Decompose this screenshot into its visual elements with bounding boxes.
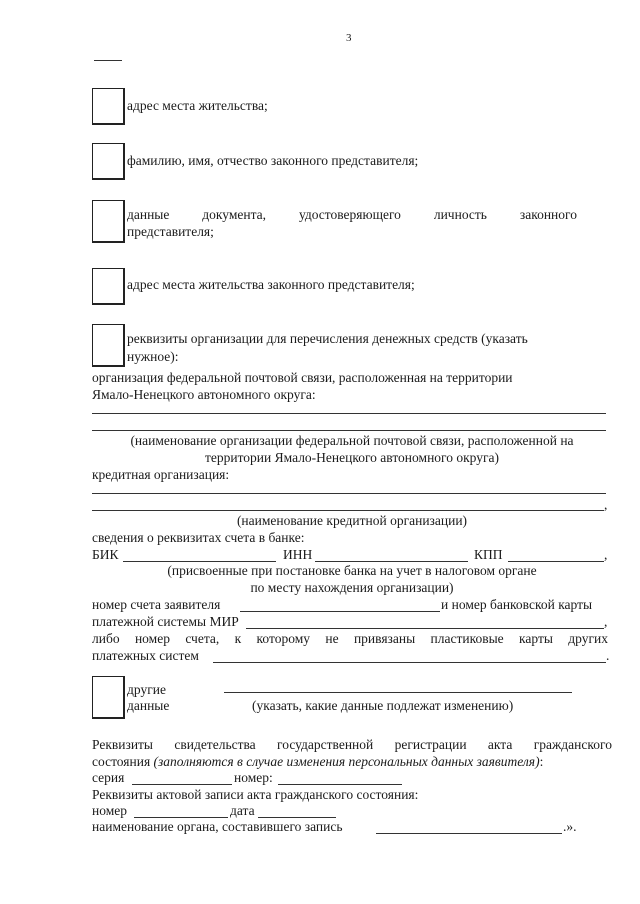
series-label: серия	[92, 770, 125, 785]
checkbox-bank-details-line1: реквизиты организации для перечисления денежных средств (указать	[127, 331, 528, 346]
certificate-number-label: номер:	[234, 770, 273, 785]
postal-blank-1[interactable]	[92, 413, 606, 414]
word: гражданского	[533, 737, 612, 752]
kpp-field[interactable]	[508, 561, 604, 562]
certificate-line2-prefix: состояния	[92, 754, 151, 769]
credit-blank-comma: ,	[604, 497, 608, 512]
page-number: 3	[346, 32, 352, 44]
checkbox-other[interactable]	[92, 676, 125, 719]
postal-line1: организация федеральной почтовой связи, расположенная на территории	[92, 370, 513, 385]
checkbox-rep-address[interactable]	[92, 268, 125, 305]
word: других	[568, 631, 608, 646]
payment-systems-end: .	[606, 648, 610, 663]
account-number-label: номер счета заявителя	[92, 597, 221, 612]
bik-label: БИК	[92, 547, 119, 562]
mir-comma: ,	[604, 614, 608, 629]
bank-note1: (присвоенные при постановке банка на учет в налоговом органе	[167, 563, 537, 578]
checkbox-rep-address-label: адрес места жительства законного представителя;	[127, 277, 415, 292]
mir-card-field[interactable]	[246, 628, 604, 629]
checkbox-bank-details[interactable]	[92, 324, 125, 367]
credit-caption: (наименование кредитной организации)	[236, 513, 468, 528]
or-account-line	[92, 631, 608, 648]
word: государственной	[277, 737, 374, 752]
credit-blank-1[interactable]	[92, 493, 606, 494]
word: Реквизиты	[92, 737, 154, 752]
word: не	[325, 631, 339, 646]
act-record-label: Реквизиты актовой записи акта гражданского состояния:	[92, 787, 419, 802]
act-date-label: дата	[230, 803, 255, 818]
act-number-label: номер	[92, 803, 128, 818]
bik-field[interactable]	[123, 561, 276, 562]
word: привязаны	[353, 631, 416, 646]
act-number-field[interactable]	[134, 817, 228, 818]
organ-end: .».	[563, 819, 577, 834]
certificate-line2-end: :	[539, 754, 544, 769]
payment-systems-field[interactable]	[213, 662, 606, 663]
word: номер	[134, 631, 170, 646]
bank-note2: по месту нахождения организации)	[250, 580, 454, 595]
kpp-comma: ,	[604, 547, 608, 562]
kpp-label: КПП	[474, 547, 503, 562]
payment-systems-label: платежных систем	[92, 648, 199, 663]
word: либо	[92, 631, 120, 646]
checkbox-rep-doc[interactable]	[92, 200, 125, 243]
certificate-line2	[92, 754, 543, 771]
postal-caption1: (наименование организации федеральной почтовой связи, расположенной на	[130, 433, 574, 448]
postal-caption2: территории Ямало-Ненецкого автономного округа)	[204, 450, 500, 465]
word: данные	[127, 207, 170, 222]
top-dash	[94, 60, 122, 61]
checkbox-address[interactable]	[92, 88, 125, 125]
checkbox-bank-details-line2: нужное):	[127, 349, 179, 364]
word: к	[234, 631, 242, 646]
word: удостоверяющего	[298, 207, 401, 222]
word: законного	[519, 207, 577, 222]
other-caption: (указать, какие данные подлежат изменению)	[252, 698, 514, 713]
word: которому	[256, 631, 310, 646]
word: регистрации	[394, 737, 467, 752]
checkbox-rep-doc-line2: представителя;	[127, 224, 214, 239]
word: свидетельства	[174, 737, 256, 752]
organ-label: наименование органа, составившего запись	[92, 819, 343, 834]
account-info-label: сведения о реквизитах счета в банке:	[92, 530, 305, 545]
postal-line2: Ямало-Ненецкого автономного округа:	[92, 387, 316, 402]
inn-field[interactable]	[315, 561, 468, 562]
account-number-field[interactable]	[240, 611, 440, 612]
word: пластиковые	[430, 631, 504, 646]
word: личность	[433, 207, 487, 222]
other-label2: данные	[127, 698, 170, 713]
other-field[interactable]	[224, 692, 572, 693]
checkbox-address-label: адрес места жительства;	[127, 98, 268, 113]
checkbox-rep-name-label: фамилию, имя, отчество законного представителя;	[127, 153, 419, 168]
word: карты	[519, 631, 553, 646]
credit-blank-2[interactable]	[92, 510, 604, 511]
credit-label: кредитная организация:	[92, 467, 230, 482]
checkbox-rep-name[interactable]	[92, 143, 125, 180]
certificate-line1	[92, 737, 612, 754]
checkbox-rep-doc-line1	[127, 207, 577, 224]
postal-blank-2[interactable]	[92, 430, 606, 431]
card-number-label: и номер банковской карты	[441, 597, 593, 612]
inn-label: ИНН	[283, 547, 313, 562]
series-field[interactable]	[132, 784, 232, 785]
certificate-number-field[interactable]	[278, 784, 402, 785]
certificate-line2-note: (заполняются в случае изменения персональных данных заявителя)	[153, 754, 540, 769]
other-label1: другие	[127, 682, 166, 697]
word: документа,	[202, 207, 267, 222]
organ-field[interactable]	[376, 833, 562, 834]
word: счета,	[185, 631, 220, 646]
mir-label: платежной системы МИР	[92, 614, 239, 629]
act-date-field[interactable]	[258, 817, 336, 818]
word: акта	[487, 737, 513, 752]
